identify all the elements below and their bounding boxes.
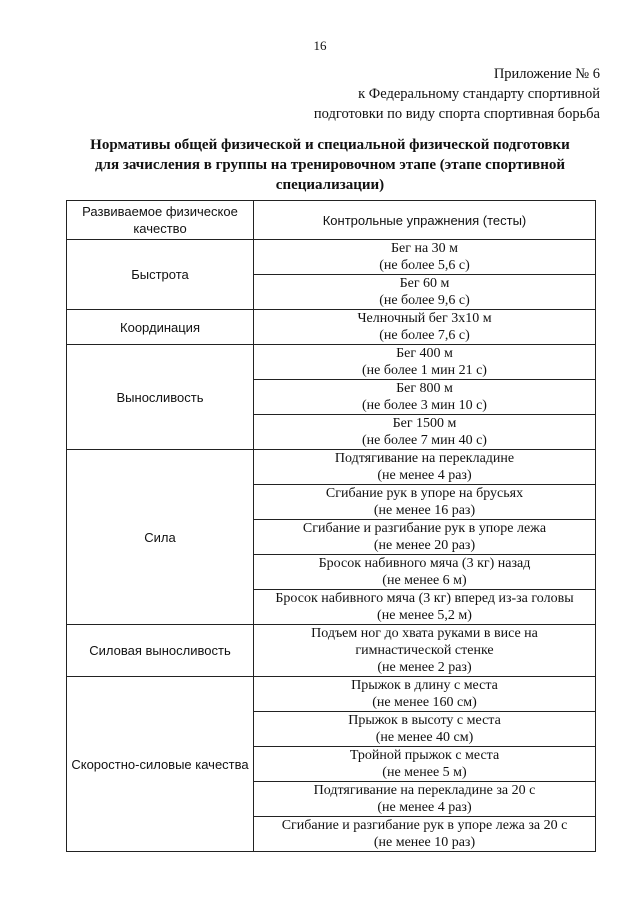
test-cell <box>254 625 596 677</box>
test-name: Бег 800 м <box>396 381 453 396</box>
test-norm: (не более 7,6 с) <box>379 328 470 343</box>
test-norm: (не менее 5,2 м) <box>377 608 472 623</box>
table-body <box>67 240 596 852</box>
test-cell <box>254 712 596 747</box>
test-cell <box>254 520 596 555</box>
test-name: Бег 60 м <box>399 276 450 291</box>
quality-cell: Скоростно-силовые качества <box>67 677 254 852</box>
table-row <box>67 625 596 677</box>
quality-cell: Быстрота <box>67 240 254 310</box>
test-cell <box>254 310 596 345</box>
test-norm: (не менее 20 раз) <box>373 538 476 553</box>
test-name: гимнастической стенке <box>355 643 494 658</box>
test-norm: (не менее 4 раз) <box>377 468 472 483</box>
test-name: Бег 400 м <box>396 346 453 361</box>
test-norm: (не менее 5 м) <box>382 765 467 780</box>
test-cell <box>254 485 596 520</box>
test-name: Сгибание и разгибание рук в упоре лежа за 20 с <box>281 818 568 833</box>
test-cell <box>254 782 596 817</box>
title-line: Нормативы общей физической и специальной физической подготовки <box>90 137 570 153</box>
test-name: Бег на 30 м <box>390 241 459 256</box>
test-norm: (не более 7 мин 40 с) <box>362 433 487 448</box>
test-cell <box>254 275 596 310</box>
test-cell <box>254 677 596 712</box>
document-title <box>70 135 590 195</box>
test-name: Сгибание рук в упоре на брусьях <box>325 486 524 501</box>
test-cell <box>254 555 596 590</box>
table-row <box>67 345 596 380</box>
test-name: Прыжок в высоту с места <box>348 713 501 728</box>
test-name: Подтягивание на перекладине <box>334 451 515 466</box>
page-number: 16 <box>313 38 327 53</box>
test-cell <box>254 240 596 275</box>
test-norm: (не менее 6 м) <box>382 573 467 588</box>
table-row <box>67 450 596 485</box>
test-name: Прыжок в длину с места <box>351 678 498 693</box>
appendix-line: подготовки по виду спорта спортивная борьба <box>313 106 600 122</box>
test-name: Подъем ног до хвата руками в висе на <box>311 626 538 641</box>
test-norm: (не менее 16 раз) <box>373 503 476 518</box>
test-name: Бросок набивного мяча (3 кг) вперед из-за головы <box>275 591 574 606</box>
test-name: Челночный бег 3х10 м <box>357 311 492 326</box>
test-norm: (не более 9,6 с) <box>379 293 470 308</box>
test-norm: (не более 3 мин 10 с) <box>362 398 487 413</box>
appendix-header <box>220 64 600 124</box>
table-row <box>67 240 596 275</box>
test-name: Бросок набивного мяча (3 кг) назад <box>318 556 531 571</box>
quality-cell: Координация <box>67 310 254 345</box>
test-name: Тройной прыжок с места <box>349 748 500 763</box>
test-cell <box>254 817 596 852</box>
table-row <box>67 310 596 345</box>
test-name: Подтягивание на перекладине за 20 с <box>313 783 536 798</box>
quality-cell: Сила <box>67 450 254 625</box>
test-norm: (не менее 4 раз) <box>377 800 472 815</box>
quality-cell: Выносливость <box>67 345 254 450</box>
table-header-row <box>67 201 596 240</box>
test-name: Сгибание и разгибание рук в упоре лежа <box>302 521 547 536</box>
appendix-line: Приложение № 6 <box>493 66 600 82</box>
test-cell <box>254 345 596 380</box>
test-cell <box>254 590 596 625</box>
test-cell <box>254 450 596 485</box>
quality-cell: Силовая выносливость <box>67 625 254 677</box>
test-cell <box>254 415 596 450</box>
appendix-line: к Федеральному стандарту спортивной <box>358 86 600 102</box>
title-line: специализации) <box>275 177 385 193</box>
test-name: Бег 1500 м <box>392 416 457 431</box>
test-norm: (не менее 40 см) <box>375 730 474 745</box>
test-norm: (не менее 160 см) <box>372 695 477 710</box>
header-quality: Развиваемое физическое качество <box>67 201 254 240</box>
table-row <box>67 677 596 712</box>
title-line: для зачисления в группы на тренировочном этапе (этапе спортивной <box>94 157 566 173</box>
test-norm: (не более 1 мин 21 с) <box>362 363 487 378</box>
test-cell <box>254 747 596 782</box>
test-cell <box>254 380 596 415</box>
test-norm: (не более 5,6 с) <box>379 258 470 273</box>
norms-table <box>66 200 596 852</box>
test-norm: (не менее 10 раз) <box>373 835 476 850</box>
test-norm: (не менее 2 раз) <box>377 660 472 675</box>
header-tests: Контрольные упражнения (тесты) <box>254 201 596 240</box>
